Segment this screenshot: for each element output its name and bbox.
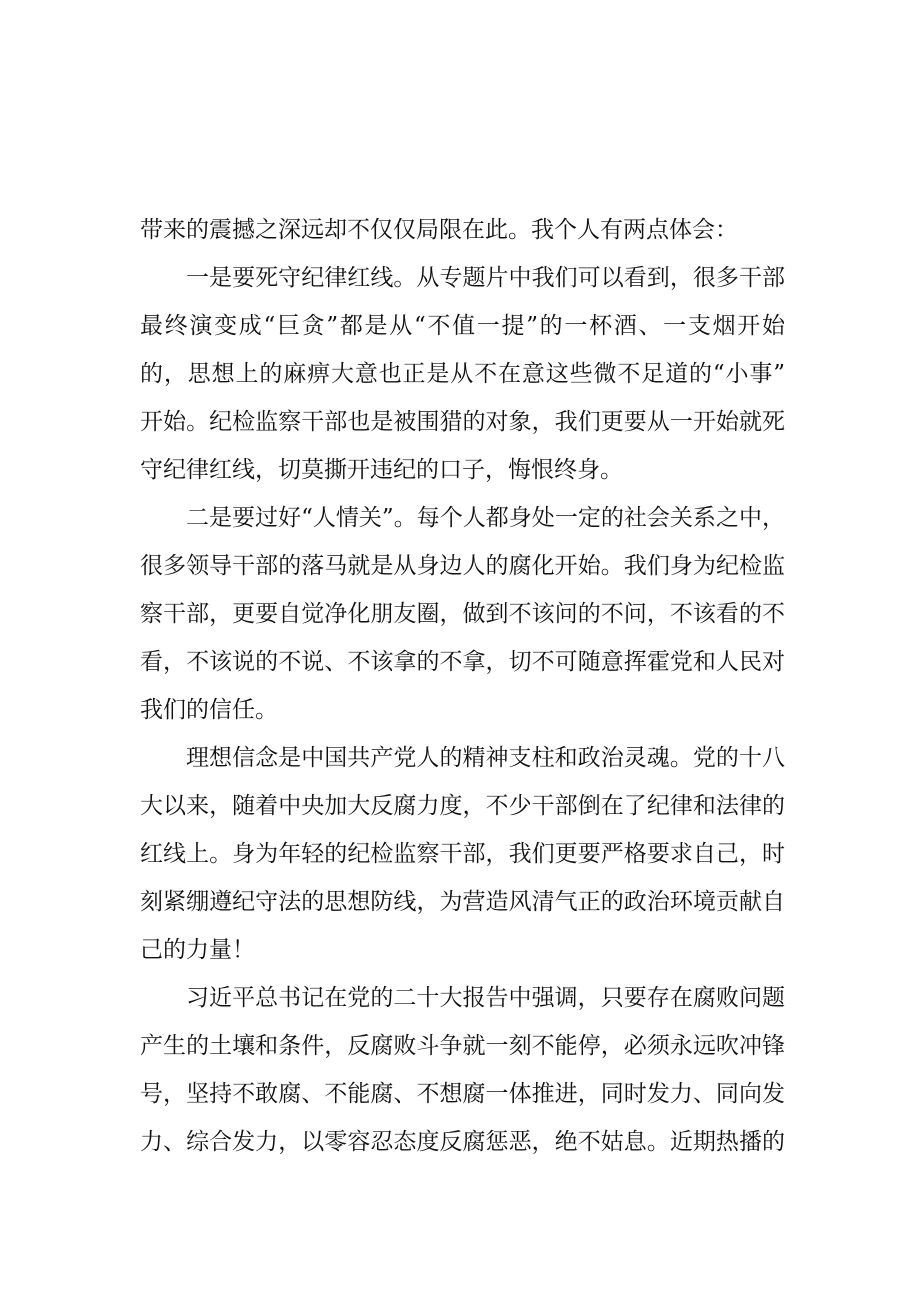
paragraph-line: 守纪律红线，切莫撕开违纪的口子，悔恨终身。 xyxy=(140,457,623,483)
document-body xyxy=(140,206,785,1166)
paragraph-line: 的，思想上的麻痹大意也正是从不在意这些微不足道的“小事” xyxy=(140,361,785,387)
paragraph-line: 很多领导干部的落马就是从身边人的腐化开始。我们身为纪检监 xyxy=(140,553,785,579)
paragraph-line: 号，坚持不敢腐、不能腐、不想腐一体推进，同时发力、同向发 xyxy=(140,1081,785,1107)
paragraph-line: 大以来，随着中央加大反腐力度，不少干部倒在了纪律和法律的 xyxy=(140,793,785,819)
paragraph-line: 理想信念是中国共产党人的精神支柱和政治灵魂。党的十八 xyxy=(186,745,785,771)
paragraph-line: 最终演变成“巨贪”都是从“不值一提”的一杯酒、一支烟开始 xyxy=(140,313,785,339)
paragraph-line: 力、综合发力，以零容忍态度反腐惩恶，绝不姑息。近期热播的 xyxy=(140,1129,785,1155)
paragraph-line: 察干部，更要自觉净化朋友圈，做到不该问的不问，不该看的不 xyxy=(140,601,785,627)
paragraph-line: 己的力量！ xyxy=(140,937,255,963)
paragraph-line: 我们的信任。 xyxy=(140,697,278,723)
paragraph-line: 习近平总书记在党的二十大报告中强调，只要存在腐败问题 xyxy=(186,985,785,1011)
paragraph-line: 一是要死守纪律红线。从专题片中我们可以看到，很多干部 xyxy=(186,265,785,291)
paragraph-line: 二是要过好“人情关”。每个人都身处一定的社会关系之中， xyxy=(186,505,785,531)
paragraph-line: 刻紧绷遵纪守法的思想防线，为营造风清气正的政治环境贡献自 xyxy=(140,889,785,915)
paragraph-line: 开始。纪检监察干部也是被围猎的对象，我们更要从一开始就死 xyxy=(140,409,785,435)
paragraph-line: 带来的震撼之深远却不仅仅局限在此。我个人有两点体会： xyxy=(140,217,738,243)
paragraph-line: 红线上。身为年轻的纪检监察干部，我们更要严格要求自己，时 xyxy=(140,841,785,867)
paragraph-line: 产生的土壤和条件，反腐败斗争就一刻不能停，必须永远吹冲锋 xyxy=(140,1033,785,1059)
paragraph-line: 看，不该说的不说、不该拿的不拿，切不可随意挥霍党和人民对 xyxy=(140,649,785,675)
